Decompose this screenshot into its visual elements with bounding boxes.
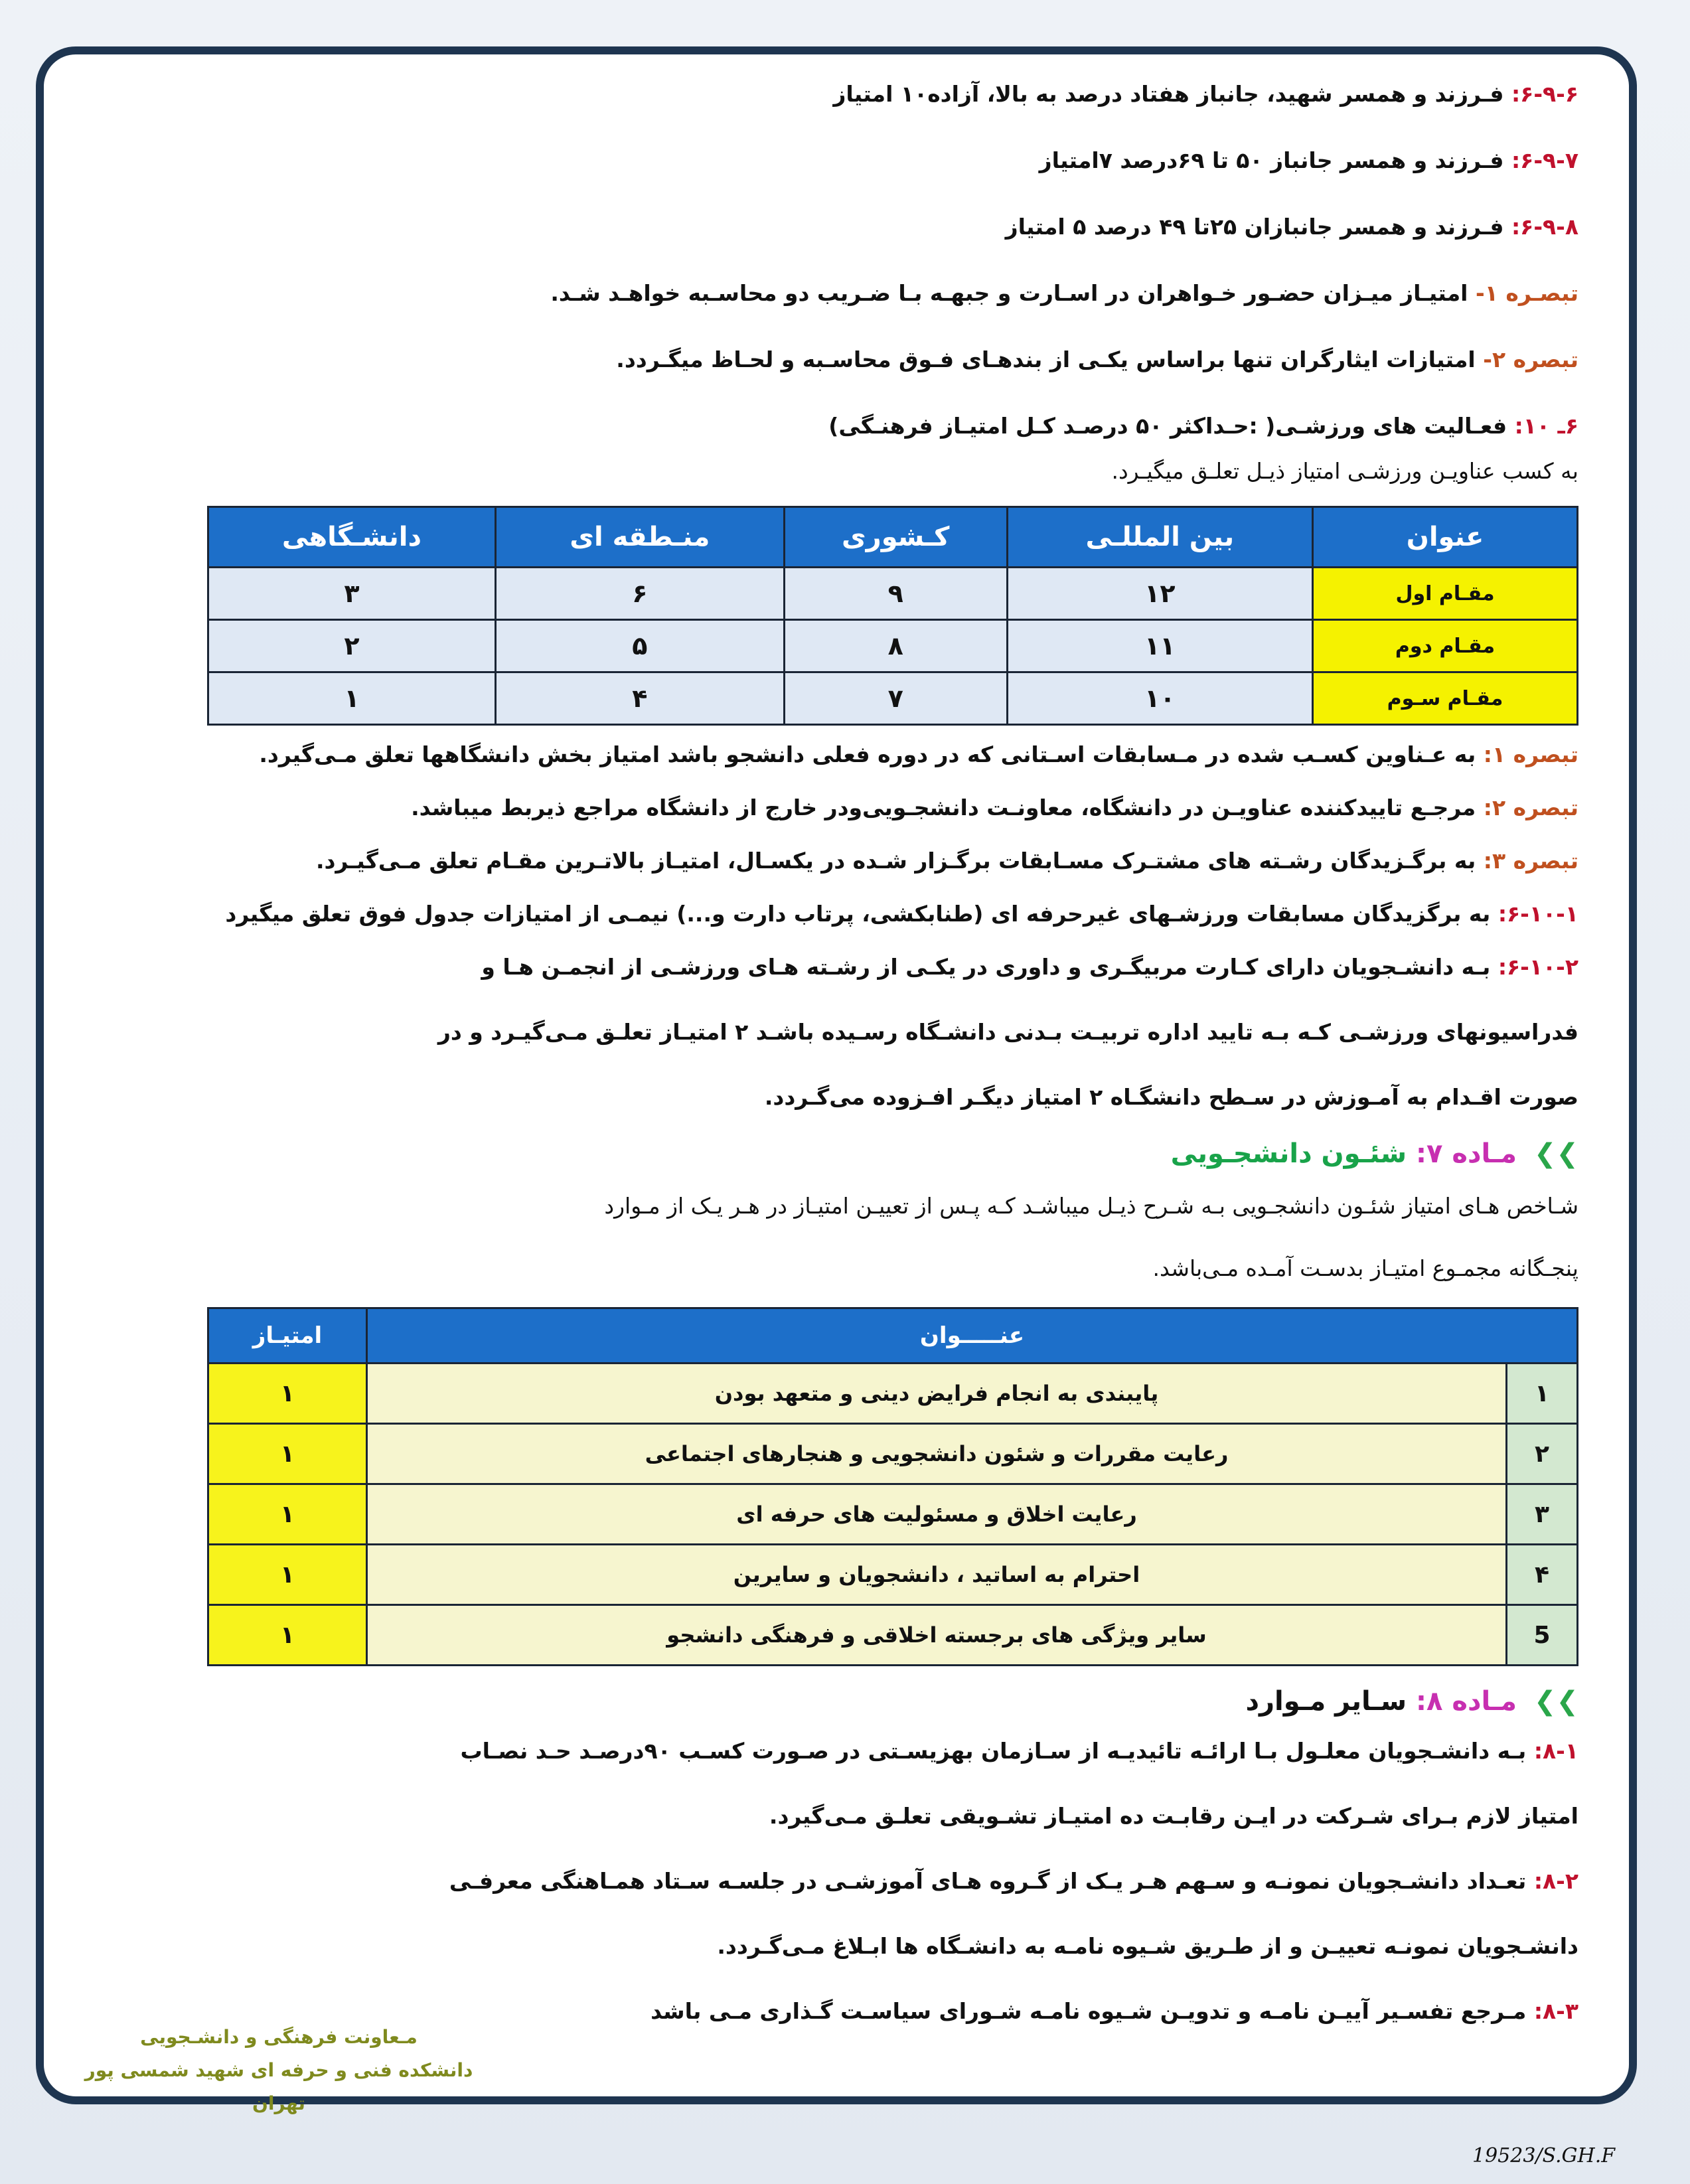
document-code: 19523/S.GH.F: [1472, 2144, 1616, 2167]
table-row: [208, 1424, 1578, 1484]
clause-6-10-2-line3: صورت اقـدام به آمـوزش در سـطح دانشگـاه ۲ امتیاز دیگـر افـزوده می‌گـردد.: [764, 1084, 1578, 1110]
row-score: ۱: [208, 1364, 367, 1424]
col-international: بین المللـی: [1007, 507, 1312, 568]
clause-8-2-line1: ۸-۲: تعـداد دانشـجویان نمونـه و سـهم هـر یـک از گـروه هـای آموزشـی در جلسـه سـتاد همـاهنگی معرفـی: [449, 1868, 1578, 1894]
article-7-line2: پنجـگانه مجمـوع امتیـاز بدسـت آمـده مـی‌باشد.: [1152, 1255, 1578, 1281]
col-national: کـشوری: [784, 507, 1007, 568]
row-title: احترام به اساتید ، دانشجویان و سایرین: [367, 1545, 1507, 1605]
row-index: ۲: [1507, 1424, 1578, 1484]
clause-6-9-7: ۶-۹-۷: فـرزند و همسر جانباز ۵۰ تا ۶۹درصد ۷امتیاز: [1039, 147, 1578, 173]
table-cell: ۹: [784, 568, 1007, 620]
table-row: [208, 1364, 1578, 1424]
table-row: [208, 1484, 1578, 1545]
double-chevron-icon: ❯❯: [1533, 1686, 1578, 1717]
row-index: ۱: [1507, 1364, 1578, 1424]
note-2: تبصره ۲- امتیازات ایثارگران تنها براساس یکـی از بندهـای فـوق محاسـبه و لحـاظ میگـردد.: [616, 347, 1578, 372]
clause-6-9-8: ۶-۹-۸: فـرزند و همسر جانبازان ۲۵تا ۴۹ درصد ۵ امتیاز: [1005, 214, 1578, 240]
col-regional: منـطقه ای: [495, 507, 784, 568]
row-score: ۱: [208, 1484, 367, 1545]
clause-8-3: ۸-۳: مـرجع تفسـیر آییـن نامـه و تدویـن شـیوه نامـه شـورای سیاسـت گـذاری مـی باشد: [651, 1998, 1578, 2024]
footer-line-1: مـعاونت فرهنگی و دانشـجویی: [140, 2026, 418, 2048]
table-row: [208, 1545, 1578, 1605]
note-sport-1: تبصره ۱: به عـناوین کسـب شده در مـسابقات اسـتانی که در دوره فعلی دانشجو باشد امتیاز بخش دانشگاهها تعلق مـی‌گیرد.: [259, 741, 1578, 767]
clause-8-2-line2: دانشـجویان نمونـه تعییـن و از طـریق شـیوه نامـه به دانشـگاه ها ابـلاغ مـی‌گـردد.: [717, 1933, 1578, 1959]
table-cell: ۱۰: [1007, 672, 1312, 725]
table-cell: ۳: [208, 568, 496, 620]
footer-institution: [73, 2021, 485, 2120]
table-cell: ۱۱: [1007, 620, 1312, 672]
table-header-row: [208, 507, 1578, 568]
conduct-score-table: [207, 1307, 1578, 1666]
note-sport-2: تبصره ۲: مرجـع تاییدکننده عناویـن در دانشگاه، معاونـت دانشجـویی‌ودر خارج از دانشگاه مراجع ذیربط میباشد.: [411, 795, 1578, 820]
sport-heading: ۶ـ ۱۰: فعـالیت های ورزشـی( :حـداکثر ۵۰ درصـد کـل امتیـاز فرهنـگی): [828, 413, 1578, 439]
table-cell: ۵: [495, 620, 784, 672]
table-cell: ۱: [208, 672, 496, 725]
col-score: امتیـاز: [208, 1308, 367, 1364]
double-chevron-icon: ❯❯: [1533, 1138, 1578, 1169]
row-score: ۱: [208, 1605, 367, 1666]
clause-6-10-2-line1: ۶-۱۰-۲: بـه دانشـجویان دارای کـارت مربیگـری و داوری در یکـی از رشـته هـای ورزشـی از انجمـن هـا و: [481, 954, 1578, 980]
row-index: 5: [1507, 1605, 1578, 1666]
clause-6-10-1: ۶-۱۰-۱: به برگزیدگان مسابقات ورزشـهای غیرحرفه ای (طنابکشی، پرتاب دارت و...) نیمـی از امتیازات جدول فوق تعلق میگیرد: [225, 901, 1578, 927]
note-1: تبصـره ۱- امتیـاز میـزان حضـور خـواهران در اسـارت و جبهـه بـا ضـریب دو محاسـبه خواهـد شـد.: [550, 280, 1578, 306]
section-article-7: ❯❯ مـاده ۷: شئـون دانشجـویی: [1170, 1138, 1578, 1169]
document-body: [191, 80, 1578, 2026]
sports-score-table: [207, 506, 1578, 726]
clause-6-9-6: ۶-۹-۶: فـرزند و همسر شهید، جانباز هفتاد درصد به بالا، آزاده۱۰ امتیاز: [833, 81, 1578, 107]
table-cell: ۷: [784, 672, 1007, 725]
row-score: ۱: [208, 1545, 367, 1605]
clause-6-10-2-line2: فدراسیونهای ورزشـی کـه بـه تایید اداره تربیـت بـدنی دانشـگاه رسـیده باشـد ۲ امتیـاز تعلـق مـی‌گیـرد و در: [437, 1019, 1578, 1045]
table-cell: ۱۲: [1007, 568, 1312, 620]
sport-intro: به کسب عناویـن ورزشـی امتیاز ذیـل تعلـق میگیـرد.: [1111, 458, 1578, 484]
note-sport-3: تبصره ۳: به برگـزیدگان رشـته های مشتـرک مسـابقات برگـزار شـده در یکسـال، امتیـاز بالاتـرین مقـام تعلق مـی‌گیـرد.: [315, 848, 1578, 874]
col-title: عنوان: [1313, 507, 1578, 568]
row-title: رعایت مقررات و شئون دانشجویی و هنجارهای اجتماعی: [367, 1424, 1507, 1484]
row-label: مقـام دوم: [1313, 620, 1578, 672]
table-cell: ۴: [495, 672, 784, 725]
row-title: سایر ویژگی های برجسته اخلاقی و فرهنگی دانشجو: [367, 1605, 1507, 1666]
row-score: ۱: [208, 1424, 367, 1484]
table-header-row: [208, 1308, 1578, 1364]
table-row: [208, 1605, 1578, 1666]
table-row: [208, 620, 1578, 672]
row-title: پایبندی به انجام فرایض دینی و متعهد بودن: [367, 1364, 1507, 1424]
section-article-8: ❯❯ مـاده ۸: سـایر مـوارد: [1245, 1686, 1578, 1717]
row-index: ۴: [1507, 1545, 1578, 1605]
clause-8-1-line2: امتیاز لازم بـرای شـرکت در ایـن رقابـت ده امتیـاز تشـویقی تعلـق مـی‌گیرد.: [769, 1803, 1578, 1829]
clause-8-1-line1: ۸-۱: بـه دانشـجویان معلـول بـا ارائـه تائیدیـه از سـازمان بهزیسـتی در صـورت کسـب ۹۰درصـد حـد نصـاب: [460, 1738, 1578, 1764]
row-index: ۳: [1507, 1484, 1578, 1545]
row-label: مقـام سـوم: [1313, 672, 1578, 725]
table-row: [208, 568, 1578, 620]
row-title: رعایت اخلاق و مسئولیت های حرفه ای: [367, 1484, 1507, 1545]
table-cell: ۸: [784, 620, 1007, 672]
footer-line-2: دانشکده فنی و حرفه ای شهید شمسی پور تهران: [84, 2059, 473, 2114]
table-row: [208, 672, 1578, 725]
table-cell: ۶: [495, 568, 784, 620]
col-university: دانشـگاهی: [208, 507, 496, 568]
col-title: عنـــــوان: [367, 1308, 1578, 1364]
table-cell: ۲: [208, 620, 496, 672]
article-7-line1: شـاخص هـای امتیاز شئـون دانشجـویی بـه شـرح ذیـل میباشـد کـه پـس از تعییـن امتیـاز در هـر یـک از مـوارد: [604, 1193, 1578, 1219]
row-label: مقـام اول: [1313, 568, 1578, 620]
